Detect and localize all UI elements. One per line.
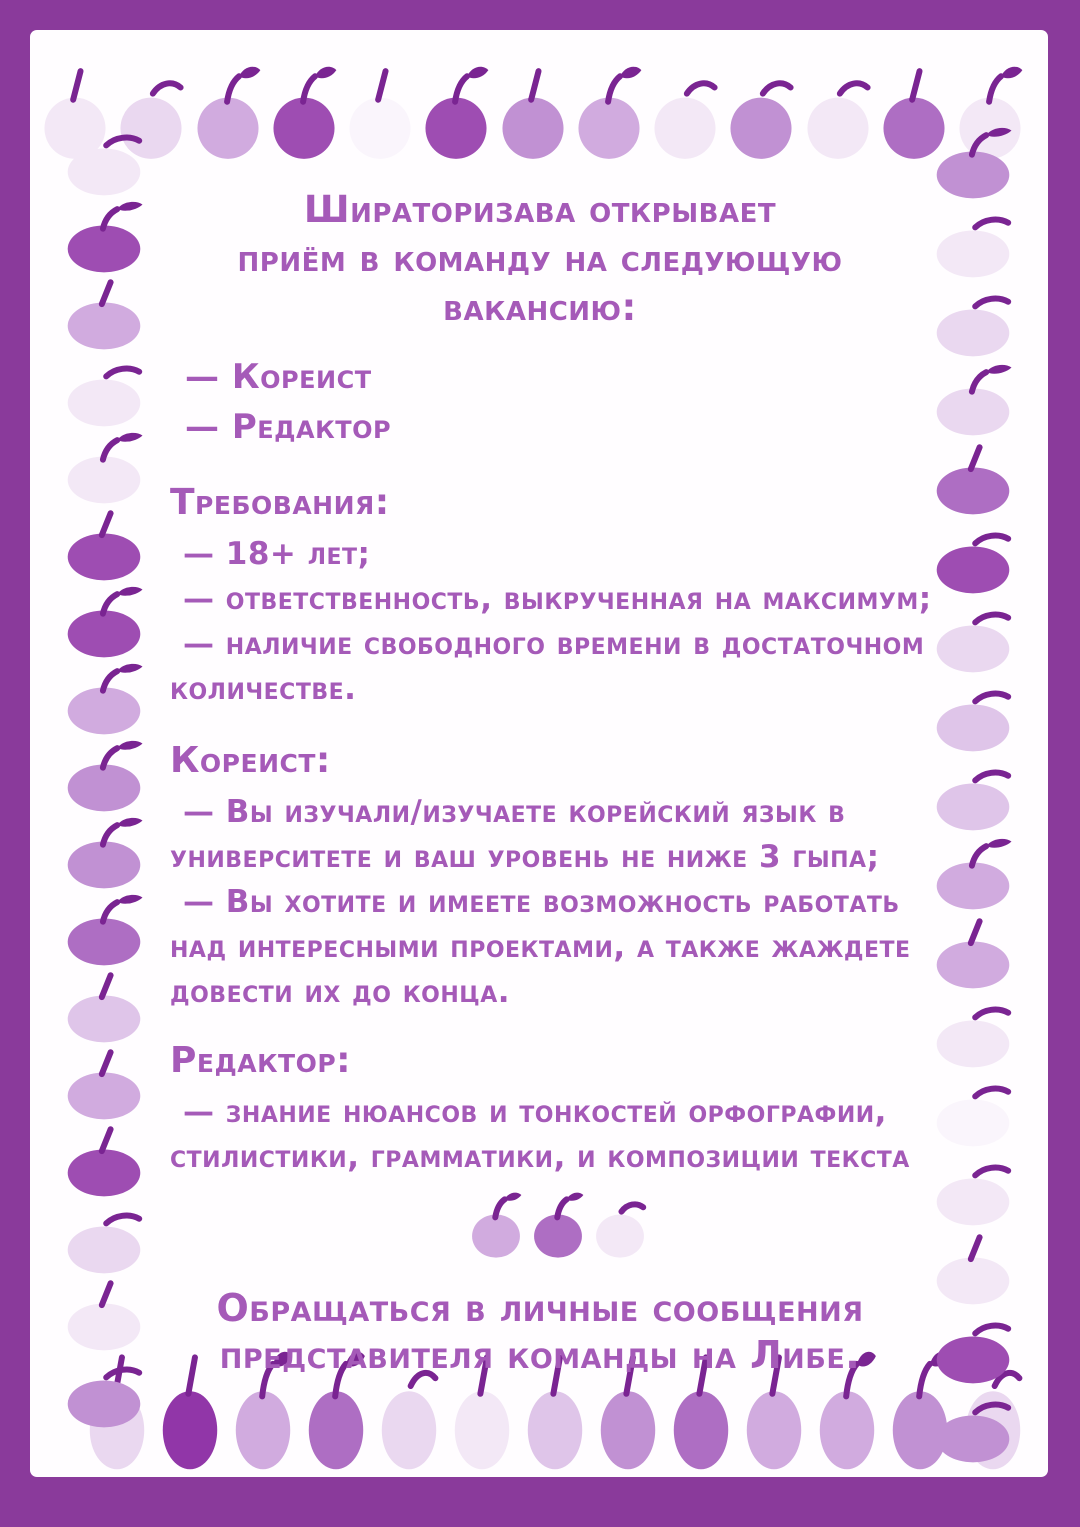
text-line: — Вы хотите и имеете возможность работать xyxy=(183,884,900,920)
text-line: — Вы изучали/изучаете корейский язык в xyxy=(183,794,846,830)
apple-icon xyxy=(191,63,265,165)
apple-icon xyxy=(467,1190,525,1262)
footer-line: представителя команды на Либе. xyxy=(219,1333,861,1377)
vacancy-list xyxy=(185,352,391,452)
apple-icon xyxy=(60,1200,148,1278)
apple-icon xyxy=(60,584,148,662)
section-lines xyxy=(170,532,970,712)
text-line: университете и ваш уровень не ниже 3 гыпа; xyxy=(170,839,880,875)
apple-icon xyxy=(496,63,570,165)
apple-icon xyxy=(929,1389,1017,1467)
section-koreist xyxy=(170,738,970,1015)
apple-icon xyxy=(60,661,148,739)
section-requirements xyxy=(170,480,970,712)
apple-icon xyxy=(60,738,148,816)
text-line: — 18+ лет; xyxy=(183,536,371,572)
text-line: — ответственность, выкрученная на максимум; xyxy=(183,581,932,617)
text-line: над интересными проектами, а также жаждете xyxy=(170,929,911,965)
apple-icon xyxy=(343,63,417,165)
apple-icon xyxy=(60,892,148,970)
apple-icon xyxy=(648,63,722,165)
apple-icon xyxy=(60,1046,148,1124)
apple-icon xyxy=(591,1190,649,1262)
text-line: количестве. xyxy=(170,671,357,707)
section-editor xyxy=(170,1038,970,1180)
apple-icon xyxy=(529,1190,587,1262)
apple-icon xyxy=(929,362,1017,440)
text-line: — знание нюансов и тонкостей орфографии, xyxy=(183,1094,887,1130)
section-heading: Требования: xyxy=(170,482,390,523)
section-heading: Кореист: xyxy=(170,740,331,781)
title-line: Шираторизава открывает xyxy=(303,188,777,231)
vacancy-item: — Кореист xyxy=(185,357,372,397)
apple-icon xyxy=(60,969,148,1047)
section-lines xyxy=(170,1090,970,1180)
apple-icon xyxy=(60,1123,148,1201)
footer-line: Обращаться в личные сообщения xyxy=(216,1286,864,1330)
poster-title xyxy=(0,185,1080,332)
apple-icon xyxy=(801,63,875,165)
apple-icon xyxy=(60,353,148,431)
vacancy-item: — Редактор xyxy=(185,407,392,447)
title-line: вакансию: xyxy=(443,286,637,329)
apple-icon xyxy=(572,63,646,165)
section-lines xyxy=(170,790,970,1015)
section-heading: Редактор: xyxy=(170,1040,352,1081)
text-line: стилистики, грамматики, и композиции текста xyxy=(170,1139,910,1175)
apple-icon xyxy=(60,430,148,508)
apple-icon xyxy=(724,63,798,165)
apple-icon xyxy=(267,63,341,165)
title-line: приём в команду на следующую xyxy=(237,237,843,280)
apple-icon xyxy=(60,507,148,585)
text-line: довести их до конца. xyxy=(170,974,511,1010)
apple-icon xyxy=(419,63,493,165)
text-line: — наличие свободного времени в достаточном xyxy=(183,626,925,662)
apple-icon xyxy=(60,815,148,893)
poster-footer xyxy=(0,1285,1080,1379)
